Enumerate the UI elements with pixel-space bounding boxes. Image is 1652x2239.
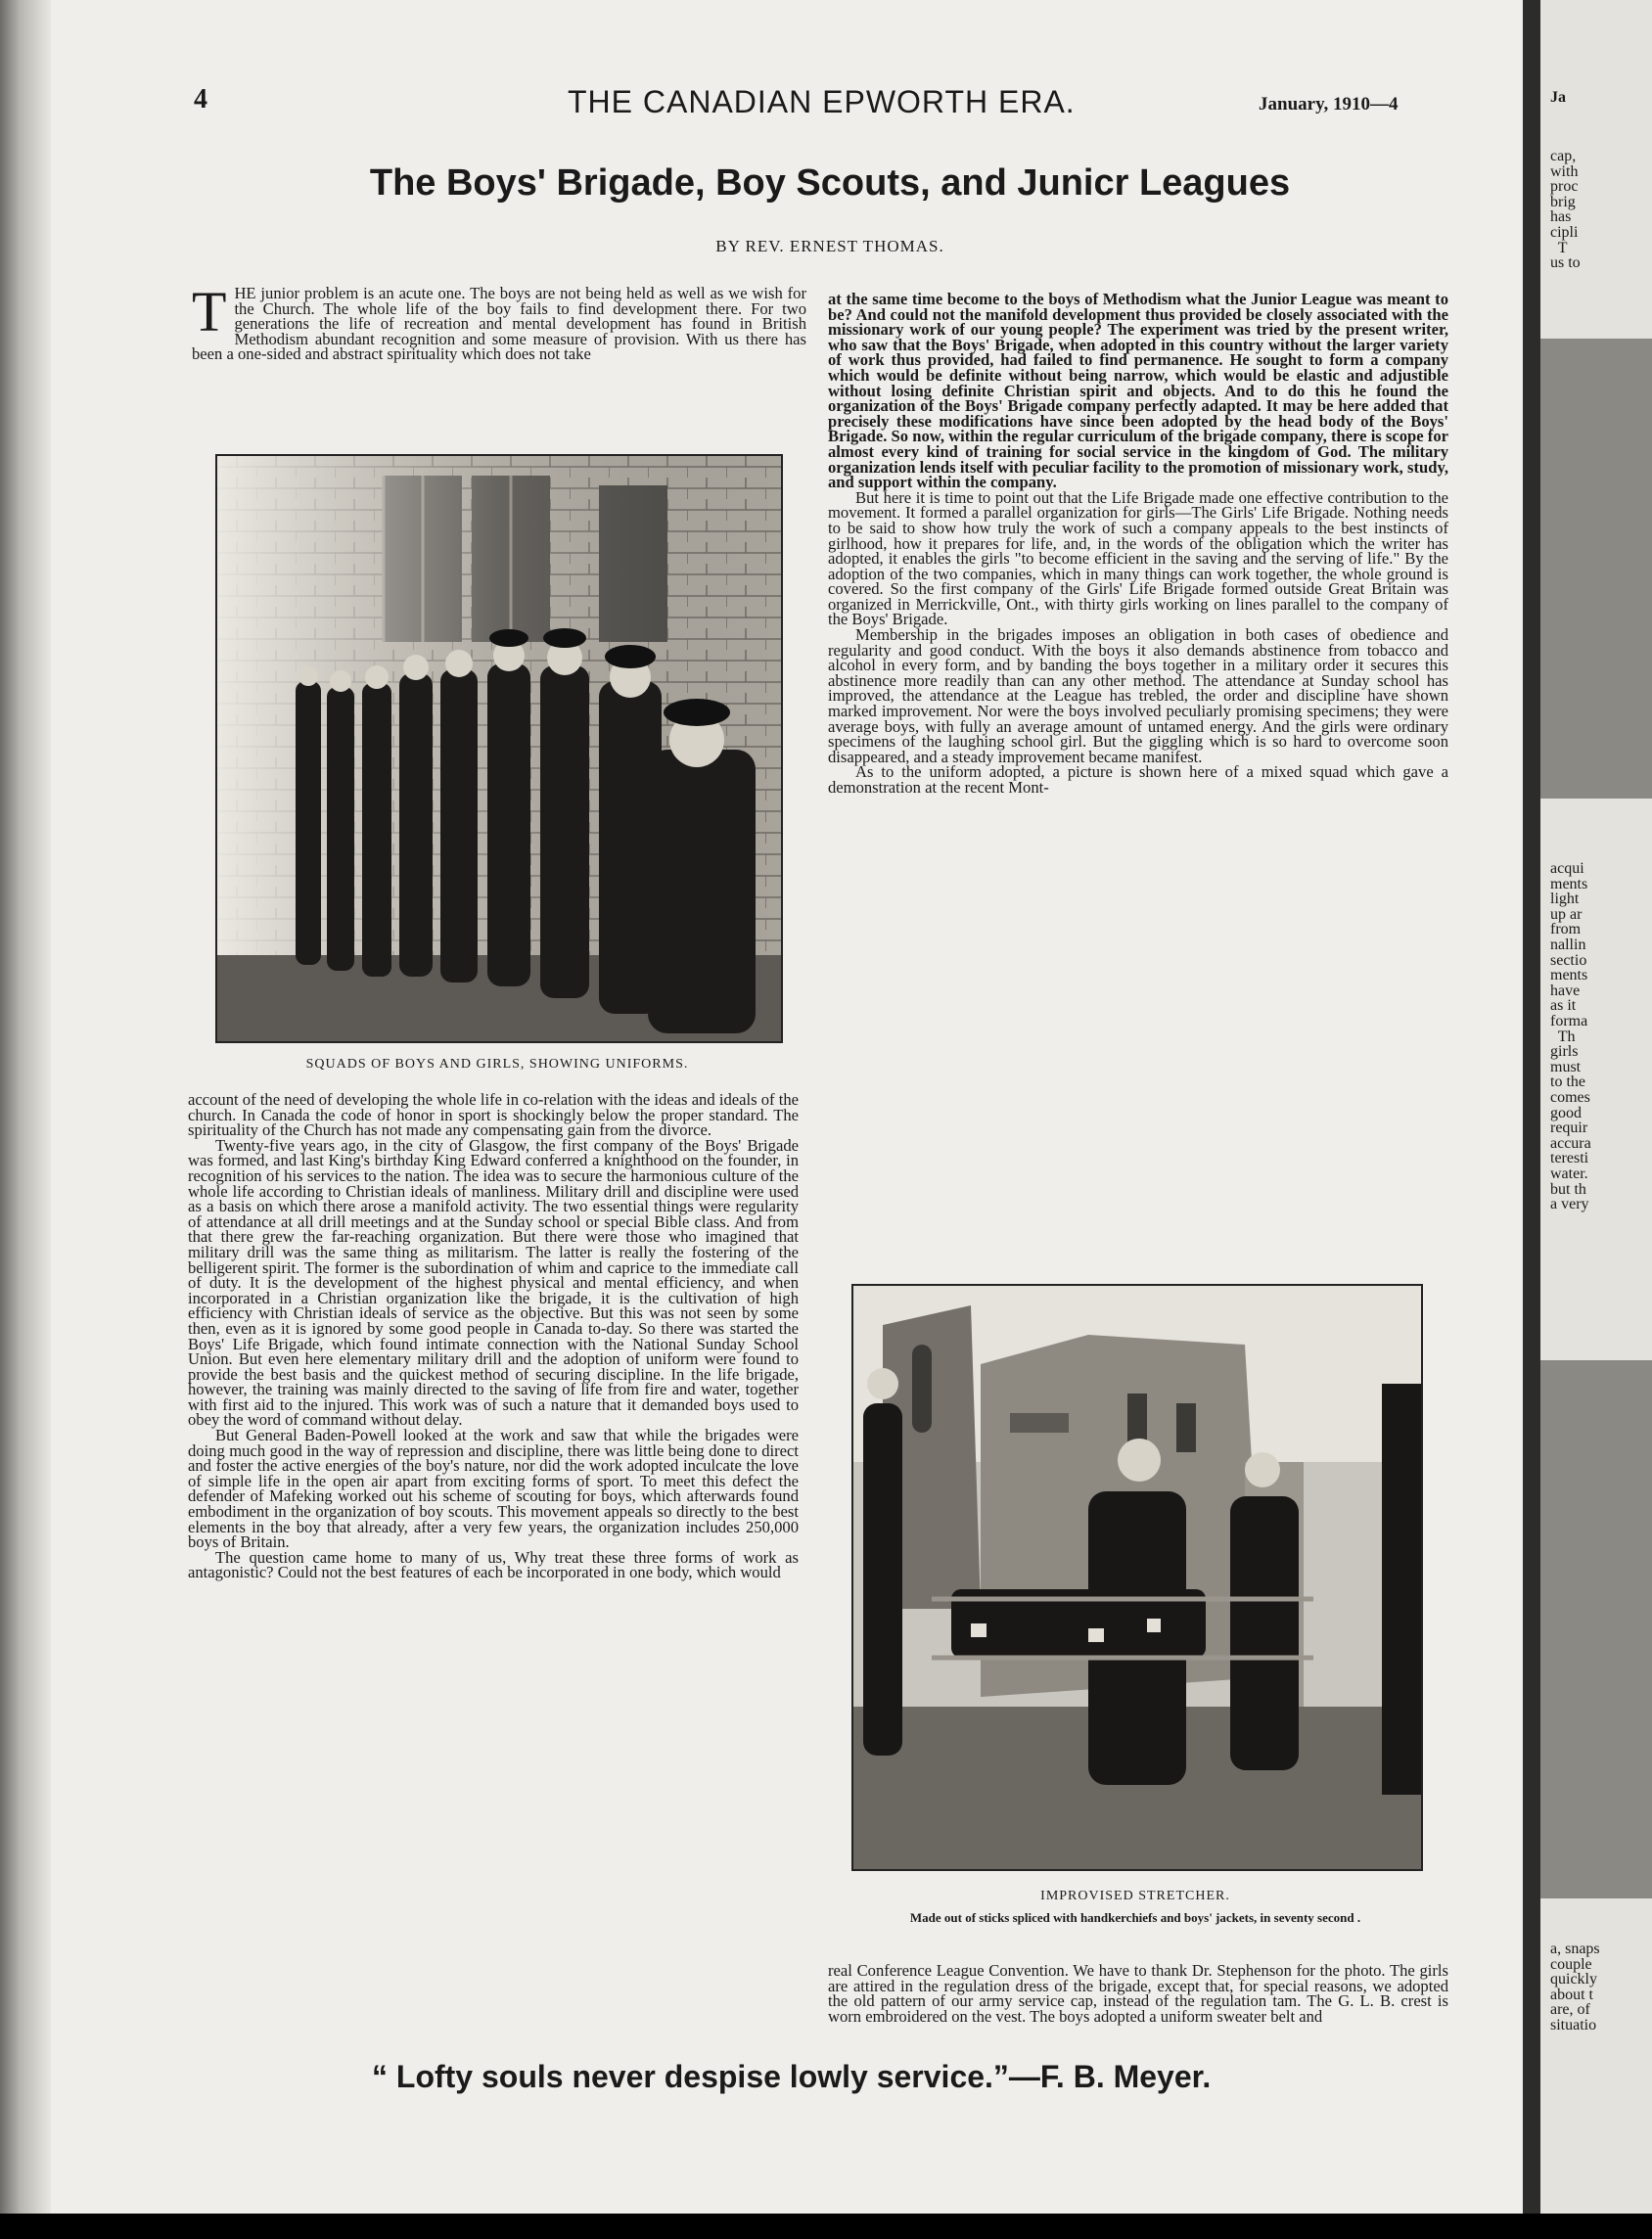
photo-improvised-stretcher — [851, 1284, 1423, 1871]
column-2-upper — [828, 292, 1448, 796]
paragraph: at the same time become to the boys of Methodism what the Junior League was meant to be? And could not the manifold development thus provided be closely associated with the missionary work of our young people? The experiment was tried by the present writer, who saw that the Boys' Brigade, when adopted in this country without the larger variety of work thus provided, had failed to find permanence. He sought to form a company which would be definite without being narrow, which would be elastic and adjustible without losing definite Christian spirit and objects. And to do this he found the organization of the Boys' Brigade company perfectly adapted. It may be here added that precisely these modifications have since been adopted by the head body of the Boys' Brigade. So now, within the regular curriculum of the brigade company, there is scope for almost every kind of training for social service in the kingdom of God. The military organization lends itself with peculiar facility to the promotion of missionary work, study, and support within the company. — [828, 290, 1448, 492]
publication-title: THE CANADIAN EPWORTH ERA. — [568, 84, 1076, 119]
facing-page-line: teresti — [1550, 1150, 1589, 1167]
page-number: 4 — [194, 84, 207, 114]
facing-page-line: accura — [1550, 1134, 1591, 1152]
facing-page-line: quickly — [1550, 1971, 1597, 1988]
paragraph: But here it is time to point out that the Life Brigade made one effective contribution to the movement. It formed a parallel organization for girls—The Girls' Life Brigade. Nothing needs to be said to show how truly the work of such a company appeals to the best instincts of girlhood, how it prepares for life, and, in the words of the obligation which the writer has adopted, it enables the girls "to become efficient in the saving and the serving of life." By the adoption of the two companies, which in many things can work together, the whole ground is covered. So the first company of the Girls' Life Brigade formed outside Great Britain was organized in Merrickville, Ont., with thirty girls working on lines parallel to the company of the Boys' Brigade. — [828, 487, 1448, 629]
facing-page-line: must — [1550, 1058, 1582, 1075]
article-title: The Boys' Brigade, Boy Scouts, and Junicr Leagues — [369, 162, 1291, 204]
column-2-lower — [828, 1963, 1448, 2024]
photo-1-caption: SQUADS OF BOYS AND GIRLS, SHOWING UNIFORMS. — [305, 1057, 689, 1072]
facing-page-header: Ja — [1550, 89, 1566, 106]
photo-stretcher-image — [853, 1286, 1421, 1869]
photo-squads-image — [217, 456, 781, 1041]
paragraph: The question came home to many of us, Why treat these three forms of work as antagonistic? Could not the best features of each be incorporated in one body, which would — [188, 1547, 799, 1582]
page-gutter — [1523, 0, 1540, 2239]
facing-page-line: but th — [1550, 1180, 1586, 1198]
facing-page-line: sectio — [1550, 951, 1587, 969]
photo-squads-uniforms — [215, 454, 783, 1043]
paragraph: account of the need of developing the whole life in co-relation with the ideas and ideals of the church. In Canada the code of honor in sport is shockingly below the proper standard. The spirituality of the Church has not made any compensating gain from the divorce. — [188, 1090, 799, 1140]
facing-page-line: a, snaps — [1550, 1941, 1600, 1957]
facing-page-line: with — [1550, 162, 1579, 180]
facing-page-line: up ar — [1550, 905, 1583, 923]
scan-bottom-edge — [0, 2214, 1652, 2239]
drop-cap: T — [192, 280, 227, 343]
scan-left-edge — [0, 0, 51, 2239]
facing-page-photo-1 — [1540, 339, 1652, 799]
paragraph: But General Baden-Powell looked at the work and saw that while the brigades were doing much good in the way of repression and discipline, there was little being done to direct and foster the active energies of the boy's nature, nor did the work adopted inculcate the love of simple life in the open air apart from exciting forms of sport. To meet this defect the defender of Mafeking worked out his scheme of scouting for boys, which afterwards found embodiment in the organization of boy scouts. This movement appeals so directly to the best elements in the boy that already, after a very few years, the organization includes 250,000 boys of Britain. — [188, 1426, 799, 1552]
facing-page-line: ments — [1550, 967, 1588, 984]
facing-page-line: has — [1550, 208, 1572, 226]
paragraph: real Conference League Convention. We have to thank Dr. Stephenson for the photo. The girls are attired in the regulation dress of the brigade, except that, for special reasons, we adopted the old pattern of our army service cap, instead of the regulation tam. The G. L. B. crest is worn embroidered on the vest. The boys adopted a uniform sweater belt and — [828, 1961, 1448, 2026]
column-1-lower — [188, 1092, 799, 1580]
facing-page-line: about t — [1550, 1986, 1593, 2003]
facing-page-line: nallin — [1550, 937, 1586, 953]
facing-page-line: acqui — [1550, 860, 1584, 877]
facing-page-line: ments — [1550, 875, 1588, 892]
facing-page-line: are, of — [1550, 2001, 1590, 2019]
facing-page-line: to the — [1550, 1074, 1585, 1091]
issue-date: January, 1910—4 — [1259, 94, 1399, 114]
facing-page-line: cap, — [1550, 148, 1577, 164]
facing-page-line: from — [1550, 921, 1582, 938]
facing-page-line: cipli — [1550, 224, 1579, 241]
facing-page-line: good — [1550, 1104, 1582, 1121]
facing-page-line: Th — [1550, 1028, 1576, 1045]
paragraph: Membership in the brigades imposes an obligation in both cases of obedience and regularity and good conduct. With the boys it also demands abstinence from tobacco and alcohol in every form, and by banding the boys together in a military order it secures this abstinence more readily than can any other method. The attendance at Sunday school has improved, the attendance at the League has trebled, the order and discipline have shown marked improvement. Nor were the boys involved peculiarly promising specimens; they were average boys, with fully an average amount of untamed energy. And the girls were ordinary specimens of the laughing school girl. But the giggling which is so hard to overcome soon disappeared, and a steady improvement became manifest. — [828, 625, 1448, 766]
facing-page-line: brig — [1550, 193, 1576, 210]
article-byline: BY REV. ERNEST THOMAS. — [715, 237, 944, 255]
facing-page-line: proc — [1550, 178, 1579, 196]
footer-quote: “ Lofty souls never despise lowly service.”—F. B. Meyer. — [372, 2059, 1212, 2094]
facing-page-line: girls — [1550, 1043, 1579, 1061]
facing-page-line: couple — [1550, 1955, 1592, 1973]
paragraph: As to the uniform adopted, a picture is shown here of a mixed squad which gave a demonstration at the recent Mont- — [828, 762, 1448, 797]
intro-paragraph: HE junior problem is an acute one. The boys are not being held as well as we wish for the Church. The whole life of the boy fails to find development there. For two generations the life of recreation and mental development has found in British Methodism abundant recognition and some measure of provision. With us there has been a one-sided and abstract spirituality which does not take — [192, 284, 806, 364]
facing-page-line: light — [1550, 891, 1580, 908]
photo-2-caption: IMPROVISED STRETCHER. — [1040, 1889, 1230, 1903]
facing-page-line: water. — [1550, 1165, 1588, 1182]
facing-page-line: T — [1550, 239, 1568, 256]
facing-page-line: requir — [1550, 1120, 1588, 1137]
paragraph: Twenty-five years ago, in the city of Glasgow, the first company of the Boys' Brigade was formed, and last King's birthday King Edward conferred a knighthood on the founder, in recognition of his services to the nation. The idea was to secure the harmonious culture of the whole life according to Christian ideals of manliness. Military drill and discipline were used as a basis on which there arose a manifold activity. The two essential things were regularity of attendance at all drill meetings and at the Sunday school or special Bible class. And from that there grew the far-reaching organization. But there were those who imagined that military drill was the same thing as militarism. The latter is really the fostering of the belligerent spirit. The former is the subordination of whim and caprice to the immediate call of duty. It is the development of the highest physical and mental efficiency, and when incorporated in a Christian organization like the brigade, it is the cultivation of high efficiency with Christian ideals of service as the objective. But this was not seen by some then, even as it is ignored by some good people in Canada to-day. So there was started the Boys' Life Brigade, which found intimate connection with the National Sunday School Union. But even here elementary military drill and the adoption of uniform were found to provide the best basis and the quickest method of securing discipline. In the life brigade, however, the training was mainly directed to the saving of life from fire and water, together with first aid to the injured. This work was of such a nature that it demanded boys used to obey the word of command without delay. — [188, 1135, 799, 1430]
facing-page-photo-2 — [1540, 1360, 1652, 1898]
facing-page-line: comes — [1550, 1089, 1590, 1106]
facing-page-line: forma — [1550, 1013, 1588, 1029]
facing-page-line: have — [1550, 982, 1581, 999]
facing-page-fragment — [1540, 0, 1652, 2239]
facing-page-line: us to — [1550, 254, 1581, 272]
facing-page-line: as it — [1550, 997, 1577, 1015]
column-1-intro — [192, 280, 806, 364]
facing-page-line: a very — [1550, 1196, 1589, 1213]
facing-page-line: situatio — [1550, 2017, 1597, 2033]
photo-2-subcaption: Made out of sticks spliced with handkerchiefs and boys' jackets, in seventy second . — [909, 1910, 1361, 1925]
